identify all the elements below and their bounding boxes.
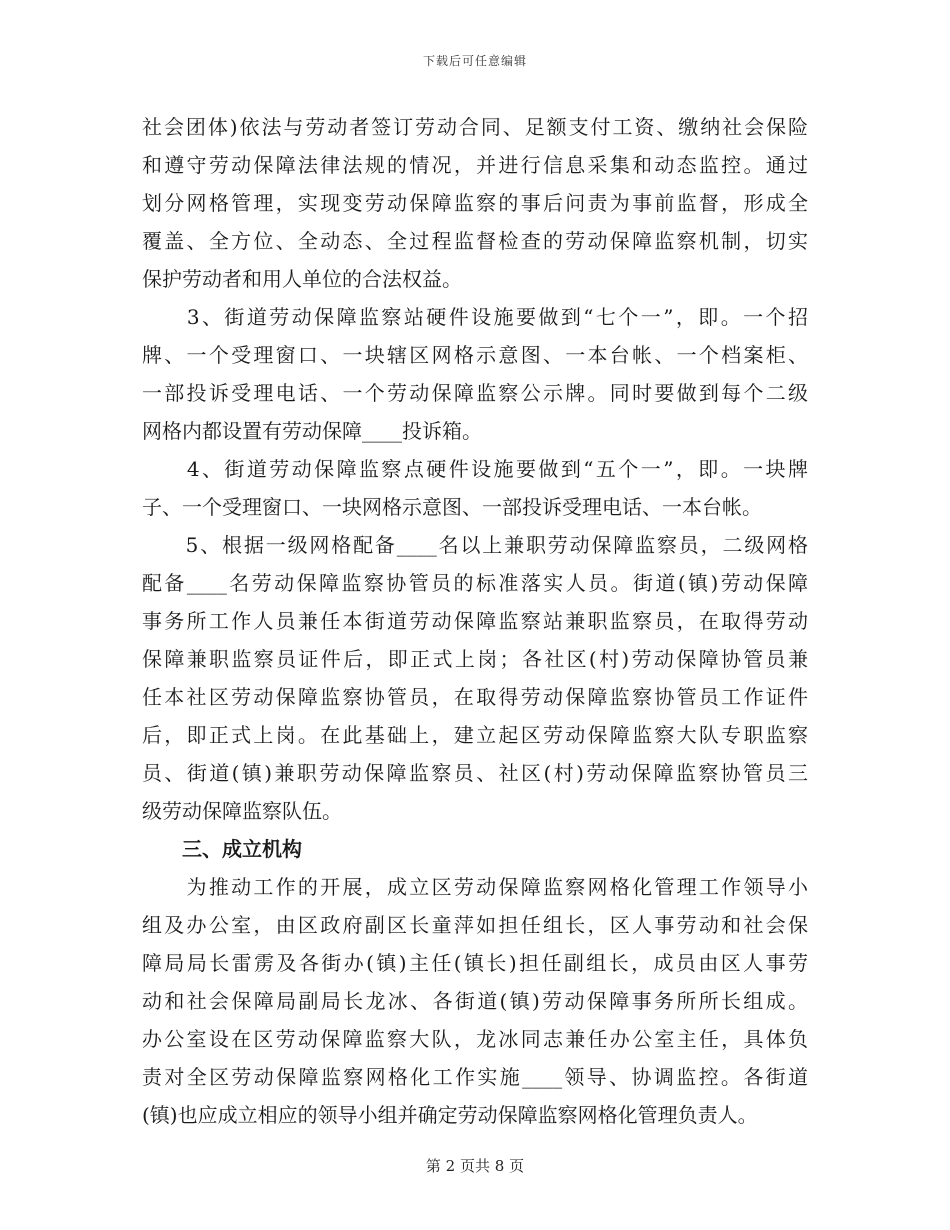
text-line: 员、街道(镇)兼职劳动保障监察员、社区(村)劳动保障监察协管员三 (142, 761, 808, 785)
text-line: 后，即正式上岗。在此基础上，建立起区劳动保障监察大队专职监察 (142, 723, 808, 747)
text-line: (镇)也应成立相应的领导小组并确定劳动保障监察网格化管理负责人。 (142, 1103, 758, 1127)
text-line: 社会团体)依法与劳动者签订劳动合同、足额支付工资、缴纳社会保险 (142, 115, 808, 139)
text-line: 覆盖、全方位、全动态、全过程监督检查的劳动保障监察机制，切实 (142, 229, 808, 253)
text-line: 动和社会保障局副局长龙冰、各街道(镇)劳动保障事务所所长组成。 (142, 989, 808, 1013)
text-line: 网格内都设置有劳动保障____投诉箱。 (142, 419, 482, 443)
text-line: 牌、一个受理窗口、一块辖区网格示意图、一本台帐、一个档案柜、 (142, 343, 808, 367)
page-header: 下载后可任意编辑 (422, 54, 527, 68)
text-line: 障局局长雷雳及各街办(镇)主任(镇长)担任副组长，成员由区人事劳 (142, 951, 808, 975)
text-line: 一部投诉受理电话、一个劳动保障监察公示牌。同时要做到每个二级 (142, 381, 808, 405)
text-line: 5、根据一级网格配备____名以上兼职劳动保障监察员，二级网格 (142, 533, 808, 557)
text-line: 配备____名劳动保障监察协管员的标准落实人员。街道(镇)劳动保障 (142, 571, 808, 595)
text-line: 3、街道劳动保障监察站硬件设施要做到“七个一”，即。一个招 (142, 305, 808, 329)
document-body (142, 108, 808, 1134)
page-footer: 第 2 页共 8 页 (425, 1157, 525, 1175)
text-line: 办公室设在区劳动保障监察大队，龙冰同志兼任办公室主任，具体负 (142, 1027, 808, 1051)
paragraph (142, 450, 808, 526)
text-line: 和遵守劳动保障法律法规的情况，并进行信息采集和动态监控。通过 (142, 153, 808, 177)
paragraph (142, 108, 808, 298)
text-line: 为推动工作的开展，成立区劳动保障监察网格化管理工作领导小 (142, 875, 808, 899)
paragraph (142, 298, 808, 450)
paragraph (142, 868, 808, 1134)
text-line: 划分网格管理，实现变劳动保障监察的事后问责为事前监督，形成全 (142, 191, 808, 215)
section-heading (142, 830, 808, 868)
text-line: 保障兼职监察员证件后，即正式上岗；各社区(村)劳动保障协管员兼 (142, 647, 808, 671)
text-line: 责对全区劳动保障监察网格化工作实施____领导、协调监控。各街道 (142, 1065, 808, 1089)
text-line: 任本社区劳动保障监察协管员，在取得劳动保障监察协管员工作证件 (142, 685, 808, 709)
text-line: 三、成立机构 (142, 837, 302, 861)
text-line: 保护劳动者和用人单位的合法权益。 (142, 267, 462, 291)
text-line: 4、街道劳动保障监察点硬件设施要做到“五个一”，即。一块牌 (142, 457, 808, 481)
paragraph (142, 526, 808, 830)
text-line: 级劳动保障监察队伍。 (142, 799, 342, 823)
text-line: 组及办公室，由区政府副区长童萍如担任组长，区人事劳动和社会保 (142, 913, 808, 937)
text-line: 子、一个受理窗口、一块网格示意图、一部投诉受理电话、一本台帐。 (142, 495, 762, 519)
text-line: 事务所工作人员兼任本街道劳动保障监察站兼职监察员，在取得劳动 (142, 609, 808, 633)
